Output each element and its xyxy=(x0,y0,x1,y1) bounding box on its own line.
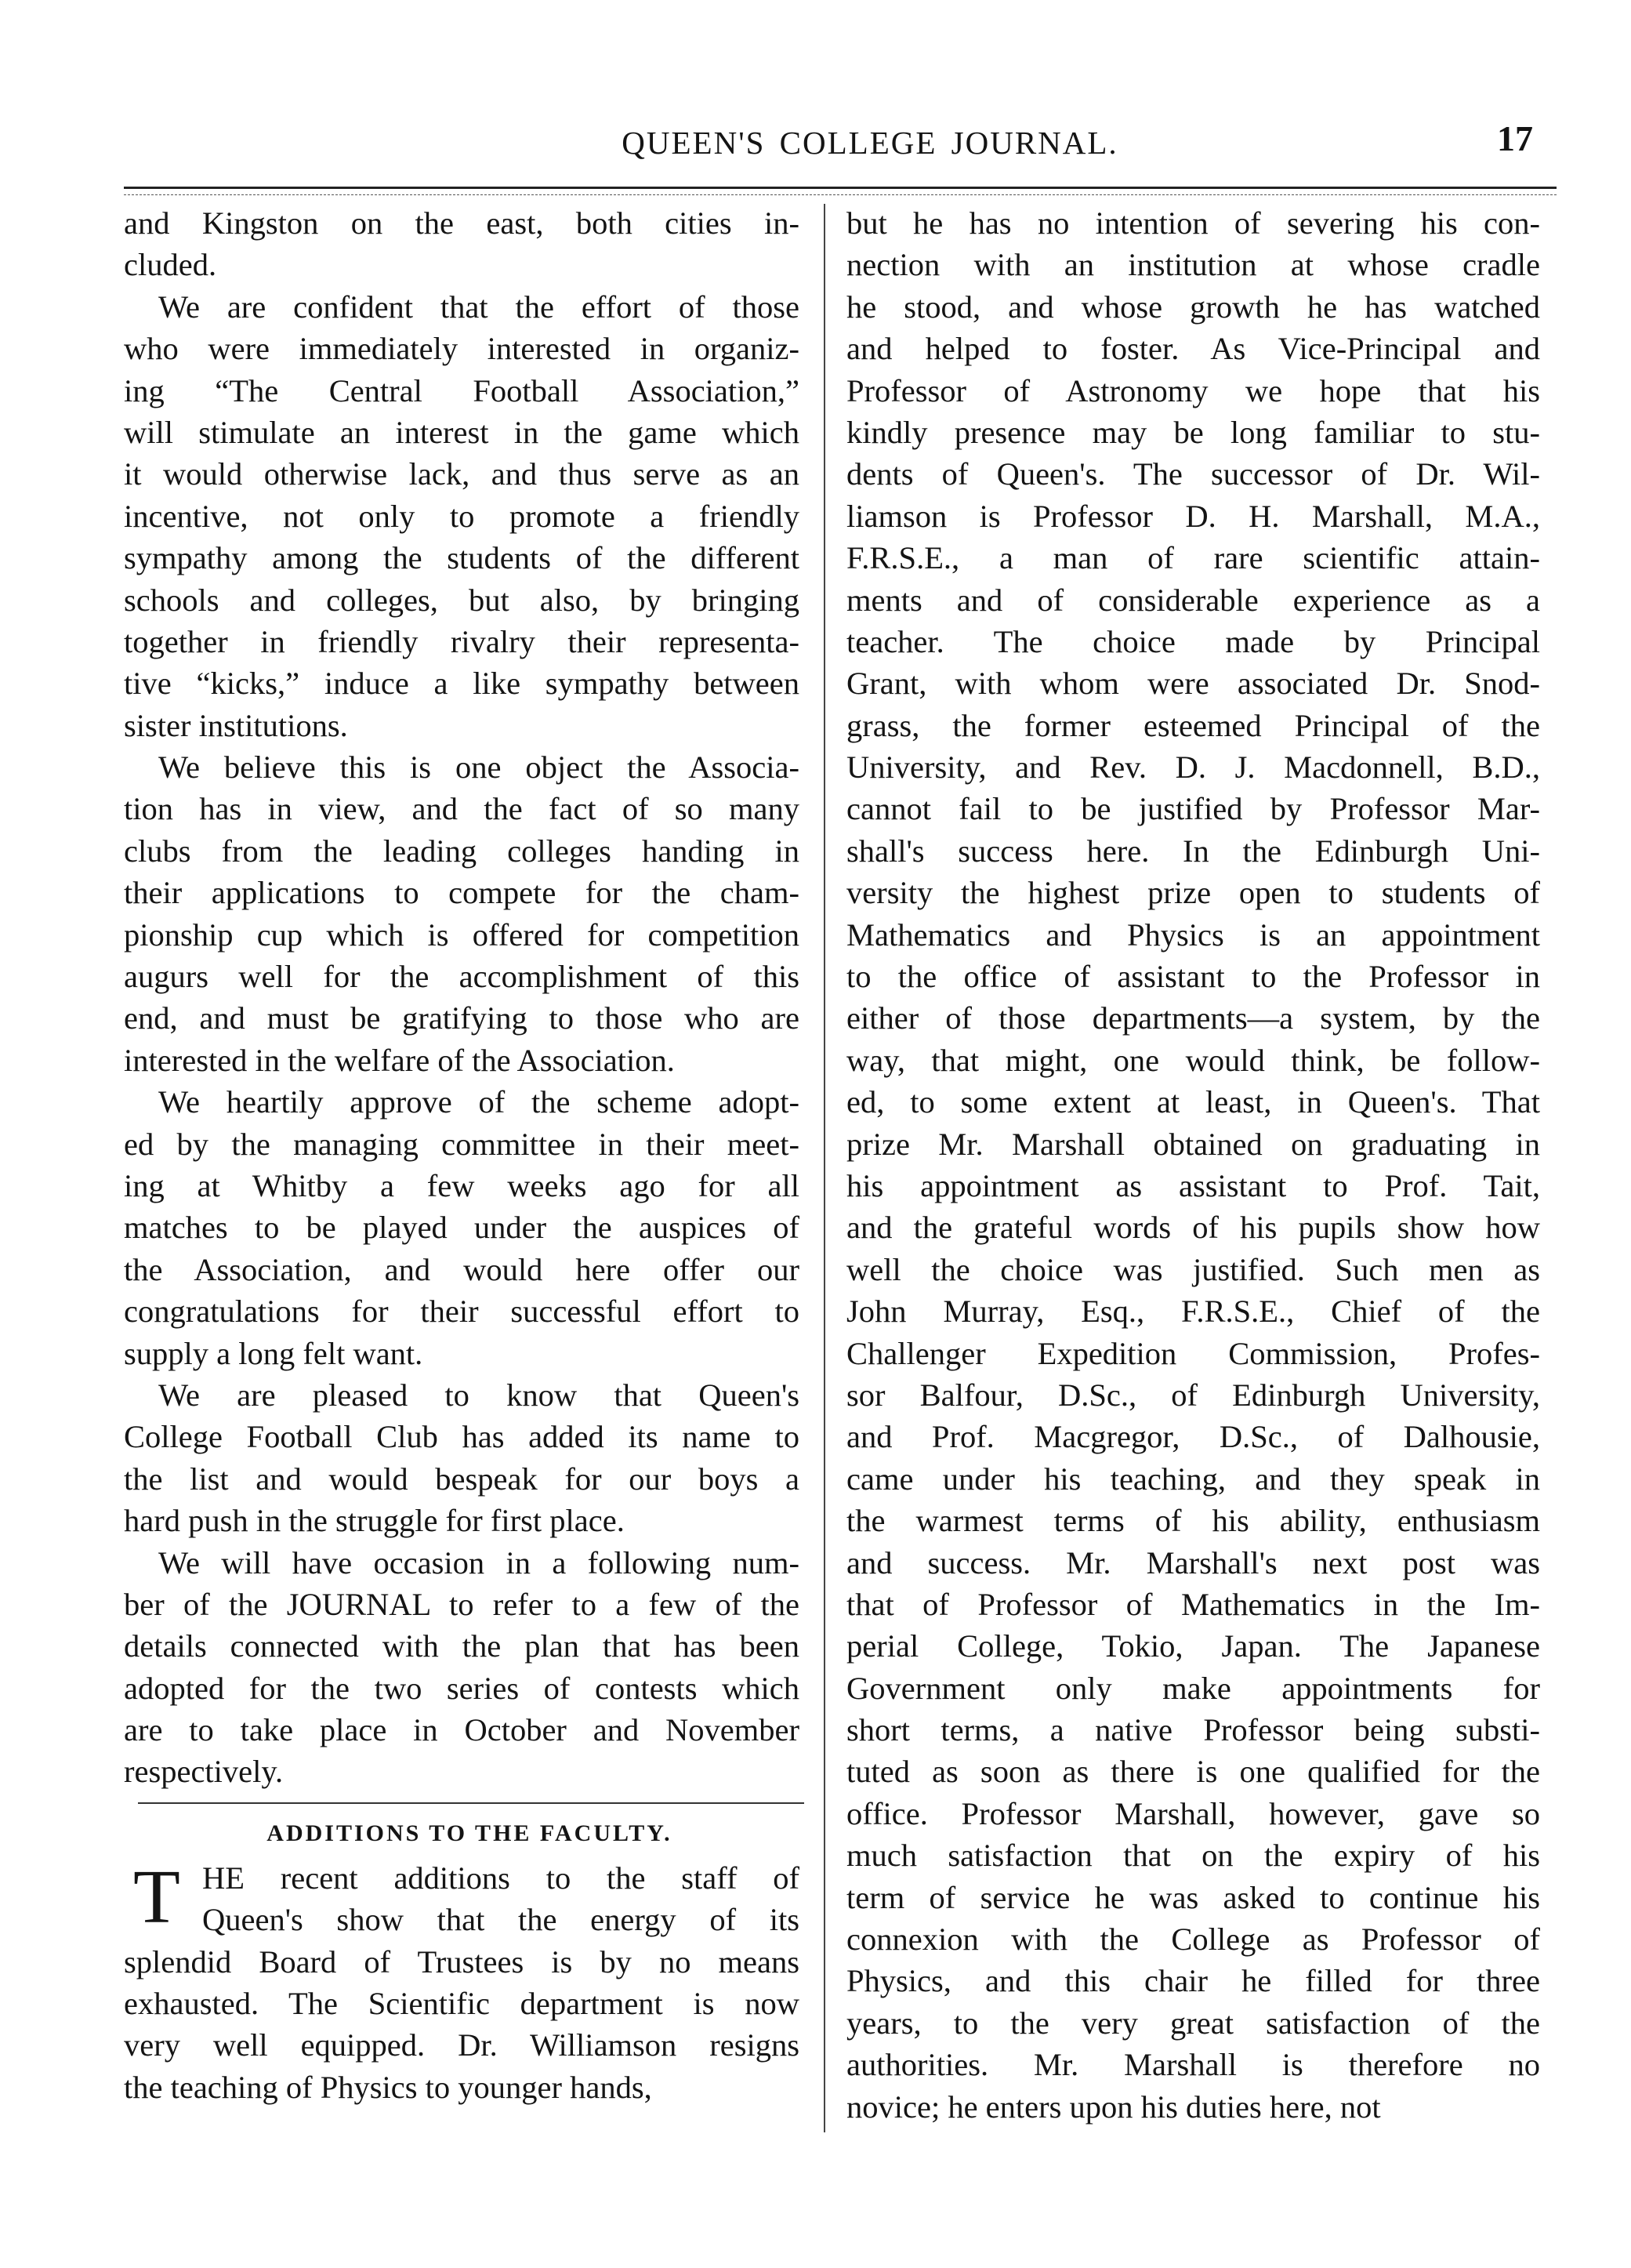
text-line: he stood, and whose growth he has watched xyxy=(846,288,1540,325)
text-line: and helped to foster. As Vice-Principal and xyxy=(846,331,1540,367)
text-line: way, that might, one would think, be follow- xyxy=(846,1042,1540,1078)
text-line: versity the highest prize open to students of xyxy=(846,875,1540,911)
text-line: but he has no intention of severing his con- xyxy=(846,205,1540,241)
right-column xyxy=(846,202,1540,2128)
text-line: came under his teaching, and they speak in xyxy=(846,1461,1540,1497)
header-rule xyxy=(124,187,1557,189)
paragraph xyxy=(124,202,799,286)
text-line: details connected with the plan that has been xyxy=(124,1628,799,1664)
page-header xyxy=(125,118,1536,172)
paragraph xyxy=(124,286,799,746)
header-rule-dashed xyxy=(124,194,1557,195)
text-line: Grant, with whom were associated Dr. Snod- xyxy=(846,666,1540,702)
text-line: and Prof. Macgregor, D.Sc., of Dalhousie, xyxy=(846,1419,1540,1455)
text-line: Physics, and this chair he filled for three xyxy=(846,1963,1540,1999)
text-line: that of Professor of Mathematics in the Im- xyxy=(846,1586,1540,1622)
text-line: respectively. xyxy=(124,1754,284,1790)
text-line: nection with an institution at whose cradle xyxy=(846,247,1540,283)
text-line: ed, to some extent at least, in Queen's. That xyxy=(846,1084,1540,1120)
right-column-text xyxy=(846,202,1540,2128)
text-line: supply a long felt want. xyxy=(124,1335,423,1371)
text-line: the teaching of Physics to younger hands, xyxy=(124,2069,652,2105)
text-line: interested in the welfare of the Association. xyxy=(124,1042,675,1078)
paragraph xyxy=(124,746,799,1081)
text-line: University, and Rev. D. J. Macdonnell, B.D., xyxy=(846,749,1540,786)
text-line: and Kingston on the east, both cities in- xyxy=(124,205,799,241)
text-line: matches to be played under the auspices of xyxy=(124,1210,799,1246)
paragraph xyxy=(124,1374,799,1542)
text-line: adopted for the two series of contests which xyxy=(124,1670,799,1706)
text-line: augurs well for the accomplishment of this xyxy=(124,959,799,995)
text-line: and the grateful words of his pupils show how xyxy=(846,1210,1540,1246)
text-line: ed by the managing committee in their meet- xyxy=(124,1126,799,1162)
text-line: and success. Mr. Marshall's next post was xyxy=(846,1544,1540,1580)
text-line: HE recent additions to the staff of xyxy=(202,1860,799,1896)
text-line: it would otherwise lack, and thus serve as an xyxy=(124,456,799,492)
text-line: who were immediately interested in organiz- xyxy=(124,331,799,367)
text-line: prize Mr. Marshall obtained on graduating in xyxy=(846,1126,1540,1162)
text-line: Government only make appointments for xyxy=(846,1670,1540,1706)
text-line: shall's success here. In the Edinburgh Uni- xyxy=(846,833,1540,869)
text-line: ing at Whitby a few weeks ago for all xyxy=(124,1167,799,1203)
drop-cap: T xyxy=(133,1854,180,1940)
text-line: Mathematics and Physics is an appointment xyxy=(846,916,1540,953)
text-line: cluded. xyxy=(124,247,217,283)
text-line: We will have occasion in a following num- xyxy=(158,1544,799,1580)
text-line: ing “The Central Football Association,” xyxy=(124,372,799,408)
text-line: connexion with the College as Professor of xyxy=(846,1921,1540,1958)
text-line: College Football Club has added its name to xyxy=(124,1419,799,1455)
text-line: well the choice was justified. Such men as xyxy=(846,1251,1540,1287)
text-line: either of those departments—a system, by the xyxy=(846,1000,1540,1036)
section-body xyxy=(124,1854,799,2108)
text-line: their applications to compete for the cham- xyxy=(124,875,799,911)
text-line: We are confident that the effort of those xyxy=(158,288,799,325)
text-line: F.R.S.E., a man of rare scientific attain- xyxy=(846,540,1540,576)
text-line: pionship cup which is offered for competition xyxy=(124,916,799,953)
text-line: hard push in the struggle for first place. xyxy=(124,1503,625,1539)
text-line: sor Balfour, D.Sc., of Edinburgh University, xyxy=(846,1377,1540,1413)
text-line: tuted as soon as there is one qualified for the xyxy=(846,1754,1540,1790)
left-column-text xyxy=(124,202,799,1793)
text-line: exhausted. The Scientific department is now xyxy=(124,1986,799,2022)
text-line: ments and of considerable experience as a xyxy=(846,582,1540,618)
text-line: tion has in view, and the fact of so many xyxy=(124,791,799,827)
text-line: splendid Board of Trustees is by no means xyxy=(124,1943,799,1980)
paragraph xyxy=(124,1081,799,1374)
text-line: very well equipped. Dr. Williamson resigns xyxy=(124,2027,799,2063)
text-line: sympathy among the students of the different xyxy=(124,540,799,576)
text-line: his appointment as assistant to Prof. Tait, xyxy=(846,1167,1540,1203)
text-line: ber of the JOURNAL to refer to a few of the xyxy=(124,1586,799,1622)
text-line: office. Professor Marshall, however, gave so xyxy=(846,1795,1540,1831)
section-heading: ADDITIONS TO THE FACULTY. xyxy=(266,1820,672,1846)
text-line: much satisfaction that on the expiry of his xyxy=(846,1838,1540,1874)
text-line: schools and colleges, but also, by bringing xyxy=(124,582,799,618)
text-line: years, to the very great satisfaction of the xyxy=(846,2005,1540,2041)
text-line: sister institutions. xyxy=(124,707,348,743)
text-line: perial College, Tokio, Japan. The Japanese xyxy=(846,1628,1540,1664)
text-line: We heartily approve of the scheme adopt- xyxy=(158,1084,799,1120)
text-line: tive “kicks,” induce a like sympathy between xyxy=(124,666,799,702)
text-line: novice; he enters upon his duties here, not xyxy=(846,2088,1381,2125)
text-line: authorities. Mr. Marshall is therefore no xyxy=(846,2047,1540,2083)
text-line: incentive, not only to promote a friendly xyxy=(124,498,799,534)
text-line: We believe this is one object the Associa- xyxy=(158,749,799,786)
text-line: clubs from the leading colleges handing in xyxy=(124,833,799,869)
text-line: kindly presence may be long familiar to stu- xyxy=(846,414,1540,450)
text-line: the Association, and would here offer our xyxy=(124,1251,799,1287)
text-line: liamson is Professor D. H. Marshall, M.A., xyxy=(846,498,1540,534)
text-line: short terms, a native Professor being substi- xyxy=(846,1712,1540,1748)
text-line: teacher. The choice made by Principal xyxy=(846,623,1540,659)
text-line: the list and would bespeak for our boys a xyxy=(124,1461,799,1497)
text-line: the warmest terms of his ability, enthusiasm xyxy=(846,1503,1540,1539)
text-line: We are pleased to know that Queen's xyxy=(158,1377,799,1413)
column-divider xyxy=(824,204,825,2132)
journal-title: QUEEN'S COLLEGE JOURNAL. xyxy=(622,125,1118,161)
text-line: end, and must be gratifying to those who are xyxy=(124,1000,799,1036)
text-line: Challenger Expedition Commission, Profes- xyxy=(846,1335,1540,1371)
section-rule xyxy=(138,1802,804,1804)
section-lines xyxy=(124,1854,799,2108)
left-column xyxy=(124,202,799,2108)
text-line: to the office of assistant to the Professor in xyxy=(846,959,1540,995)
paragraph xyxy=(124,1542,799,1793)
text-line: John Murray, Esq., F.R.S.E., Chief of the xyxy=(846,1294,1540,1330)
text-line: grass, the former esteemed Principal of the xyxy=(846,707,1540,743)
text-line: congratulations for their successful effort to xyxy=(124,1294,799,1330)
text-line: dents of Queen's. The successor of Dr. Wil- xyxy=(846,456,1540,492)
text-line: are to take place in October and November xyxy=(124,1712,799,1748)
text-line: Queen's show that the energy of its xyxy=(202,1902,799,1938)
text-line: will stimulate an interest in the game which xyxy=(124,414,799,450)
text-line: cannot fail to be justified by Professor Mar- xyxy=(846,791,1540,827)
page-number: 17 xyxy=(1497,118,1533,158)
text-line: term of service he was asked to continue his xyxy=(846,1879,1540,1915)
text-line: Professor of Astronomy we hope that his xyxy=(846,372,1540,408)
text-line: together in friendly rivalry their representa- xyxy=(124,623,799,659)
